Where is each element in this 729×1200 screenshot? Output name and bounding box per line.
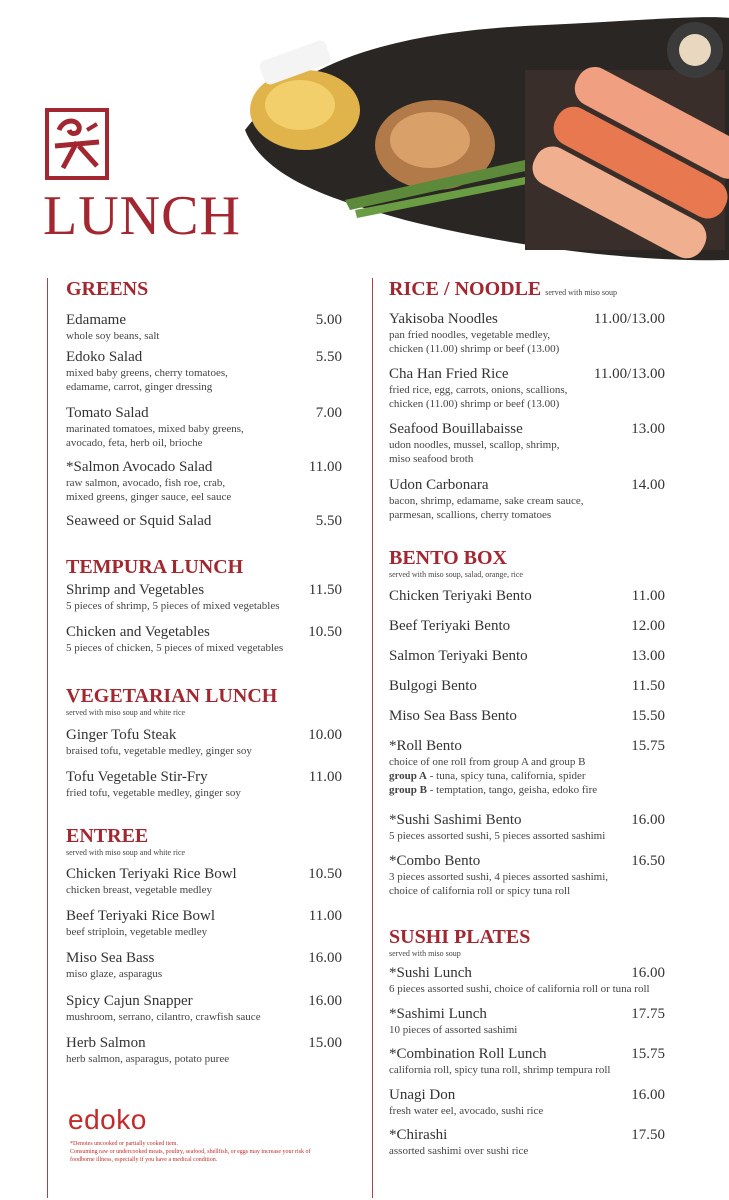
menu-item: *Combination Roll Lunch 15.75 california roll, spicy tuna roll, shrimp tempura roll bbox=[389, 1046, 665, 1076]
brand-logo: edoko bbox=[68, 1104, 147, 1135]
section-title-greens: GREENS bbox=[66, 278, 149, 300]
menu-item: Yakisoba Noodles 11.00/13.00 pan fried noodles, vegetable medley, chicken (11.00) shrimp or beef (13.00) bbox=[389, 311, 665, 355]
menu-item: Chicken Teriyaki Bento 11.00 bbox=[389, 588, 665, 604]
disclaimer: *Denotes uncooked or partially cooked item. Consuming raw or undercooked meats, poultry, seafood, shellfish, or eggs may increase your risk of foodborne illness, especially if you have a medical condition. bbox=[70, 1141, 311, 1163]
menu-item: Beef Teriyaki Bento 12.00 bbox=[389, 618, 665, 634]
section-title-sushi: SUSHI PLATES bbox=[389, 926, 531, 948]
menu-item: *Salmon Avocado Salad 11.00 raw salmon, avocado, fish roe, crab, mixed greens, ginger sauce, eel sauce bbox=[66, 459, 342, 503]
section-title-entree: ENTREE bbox=[66, 825, 149, 847]
menu-item: *Sushi Lunch 16.00 6 pieces assorted sushi, choice of california roll or tuna roll bbox=[389, 965, 665, 995]
edoko-logo-icon bbox=[45, 108, 109, 180]
menu-item: Edamame 5.00 whole soy beans, salt bbox=[66, 312, 342, 342]
left-divider bbox=[47, 278, 48, 1198]
menu-item: Miso Sea Bass 16.00 miso glaze, asparagus bbox=[66, 950, 342, 980]
section-title-vegetarian: VEGETARIAN LUNCH bbox=[66, 685, 278, 707]
center-divider bbox=[372, 278, 373, 1198]
menu-item: Tomato Salad 7.00 marinated tomatoes, mixed baby greens, avocado, feta, herb oil, brioche bbox=[66, 405, 342, 449]
menu-item: Ginger Tofu Steak 10.00 braised tofu, vegetable medley, ginger soy bbox=[66, 727, 342, 757]
menu-item: Chicken and Vegetables 10.50 5 pieces of chicken, 5 pieces of mixed vegetables bbox=[66, 624, 342, 654]
menu-item: *Sashimi Lunch 17.75 10 pieces of assorted sashimi bbox=[389, 1006, 665, 1036]
section-note: served with miso soup, salad, orange, rice bbox=[389, 570, 523, 579]
menu-item: Unagi Don 16.00 fresh water eel, avocado, sushi rice bbox=[389, 1087, 665, 1117]
menu-item: *Sushi Sashimi Bento 16.00 5 pieces assorted sushi, 5 pieces assorted sashimi bbox=[389, 812, 665, 842]
menu-item: Udon Carbonara 14.00 bacon, shrimp, edamame, sake cream sauce, parmesan, scallions, cherry tomatoes bbox=[389, 477, 665, 521]
hero-banner bbox=[0, 0, 729, 270]
menu-item: Seaweed or Squid Salad 5.50 bbox=[66, 513, 342, 529]
page-title: LUNCH bbox=[43, 185, 241, 247]
menu-item: Bulgogi Bento 11.50 bbox=[389, 678, 665, 694]
menu-item: Seafood Bouillabaisse 13.00 udon noodles, mussel, scallop, shrimp, miso seafood broth bbox=[389, 421, 665, 465]
menu-item: Spicy Cajun Snapper 16.00 mushroom, serrano, cilantro, crawfish sauce bbox=[66, 993, 342, 1023]
menu-item: Edoko Salad 5.50 mixed baby greens, cherry tomatoes, edamame, carrot, ginger dressing bbox=[66, 349, 342, 393]
section-title-rice-noodle: RICE / NOODLE served with miso soup bbox=[389, 278, 618, 300]
section-note: served with miso soup bbox=[389, 949, 461, 958]
menu-item: Cha Han Fried Rice 11.00/13.00 fried rice, egg, carrots, onions, scallions, chicken (11.00) shrimp or beef (13.00) bbox=[389, 366, 665, 410]
menu-item: Herb Salmon 15.00 herb salmon, asparagus, potato puree bbox=[66, 1035, 342, 1065]
section-note: served with miso soup and white rice bbox=[66, 848, 186, 857]
menu-item: Miso Sea Bass Bento 15.50 bbox=[389, 708, 665, 724]
menu-item: Tofu Vegetable Stir-Fry 11.00 fried tofu, vegetable medley, ginger soy bbox=[66, 769, 342, 799]
section-note: served with miso soup and white rice bbox=[66, 708, 186, 717]
menu-item: Shrimp and Vegetables 11.50 5 pieces of shrimp, 5 pieces of mixed vegetables bbox=[66, 582, 342, 612]
menu-item: *Chirashi 17.50 assorted sashimi over sushi rice bbox=[389, 1127, 665, 1157]
section-title-bento: BENTO BOX bbox=[389, 547, 507, 569]
menu-item: *Combo Bento 16.50 3 pieces assorted sushi, 4 pieces assorted sashimi, choice of california roll or spicy tuna roll bbox=[389, 853, 665, 897]
food-photo-collage bbox=[225, 10, 729, 265]
section-title-tempura: TEMPURA LUNCH bbox=[66, 556, 244, 578]
menu-item: *Roll Bento 15.75 choice of one roll from group A and group B group A - tuna, spicy tuna, california, spider group B - temptation, tango, geisha, edoko fire bbox=[389, 738, 665, 796]
menu-item: Salmon Teriyaki Bento 13.00 bbox=[389, 648, 665, 664]
menu-item: Beef Teriyaki Rice Bowl 11.00 beef striploin, vegetable medley bbox=[66, 908, 342, 938]
menu-item: Chicken Teriyaki Rice Bowl 10.50 chicken breast, vegetable medley bbox=[66, 866, 342, 896]
